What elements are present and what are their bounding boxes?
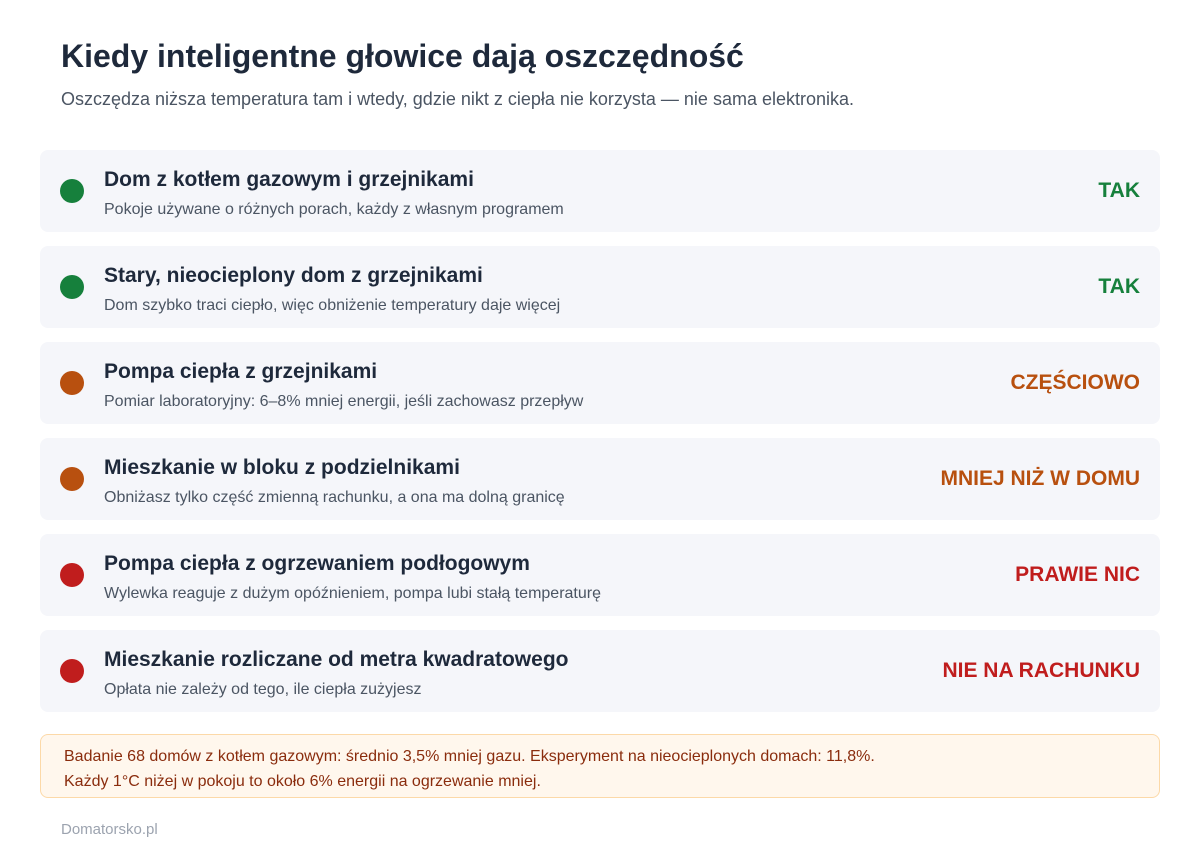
status-dot-icon xyxy=(60,659,84,683)
list-item xyxy=(40,534,1160,616)
item-description: Obniżasz tylko część zmienną rachunku, a ona ma dolną granicę xyxy=(104,489,565,506)
source-credit: Domatorsko.pl xyxy=(61,821,158,838)
item-title: Stary, nieocieplony dom z grzejnikami xyxy=(104,264,483,287)
study-note xyxy=(40,734,1160,798)
status-dot-icon xyxy=(60,371,84,395)
list-item xyxy=(40,342,1160,424)
list-item xyxy=(40,150,1160,232)
list-item xyxy=(40,246,1160,328)
item-description: Opłata nie zależy od tego, ile ciepła zużyjesz xyxy=(104,681,422,698)
item-verdict: TAK xyxy=(1098,179,1140,202)
item-title: Mieszkanie w bloku z podzielnikami xyxy=(104,456,460,479)
item-description: Dom szybko traci ciepło, więc obniżenie temperatury daje więcej xyxy=(104,297,561,314)
item-verdict: NIE NA RACHUNKU xyxy=(942,659,1140,682)
page-subtitle: Oszczędza niższa temperatura tam i wtedy, gdzie nikt z ciepła nie korzysta — nie sama elektronika. xyxy=(61,89,855,109)
item-verdict: CZĘŚCIOWO xyxy=(1010,371,1140,394)
item-verdict: MNIEJ NIŻ W DOMU xyxy=(940,467,1140,490)
scenario-list xyxy=(40,150,1160,726)
item-description: Pokoje używane o różnych porach, każdy z własnym programem xyxy=(104,201,564,218)
item-title: Mieszkanie rozliczane od metra kwadratowego xyxy=(104,648,569,671)
item-description: Pomiar laboratoryjny: 6–8% mniej energii, jeśli zachowasz przepływ xyxy=(104,393,584,410)
note-line: Badanie 68 domów z kotłem gazowym: średnio 3,5% mniej gazu. Eksperyment na nieocieplonych domach: 11,8%. xyxy=(64,748,875,765)
status-dot-icon xyxy=(60,467,84,491)
note-line: Każdy 1°C niżej w pokoju to około 6% energii na ogrzewanie mniej. xyxy=(64,773,541,790)
list-item xyxy=(40,438,1160,520)
status-dot-icon xyxy=(60,275,84,299)
status-dot-icon xyxy=(60,563,84,587)
item-description: Wylewka reaguje z dużym opóźnieniem, pompa lubi stałą temperaturę xyxy=(104,585,601,602)
item-title: Pompa ciepła z grzejnikami xyxy=(104,360,378,383)
page-title: Kiedy inteligentne głowice dają oszczędność xyxy=(61,38,744,74)
item-title: Pompa ciepła z ogrzewaniem podłogowym xyxy=(104,552,530,575)
status-dot-icon xyxy=(60,179,84,203)
item-verdict: TAK xyxy=(1098,275,1140,298)
list-item xyxy=(40,630,1160,712)
item-title: Dom z kotłem gazowym i grzejnikami xyxy=(104,168,474,191)
item-verdict: PRAWIE NIC xyxy=(1015,563,1140,586)
